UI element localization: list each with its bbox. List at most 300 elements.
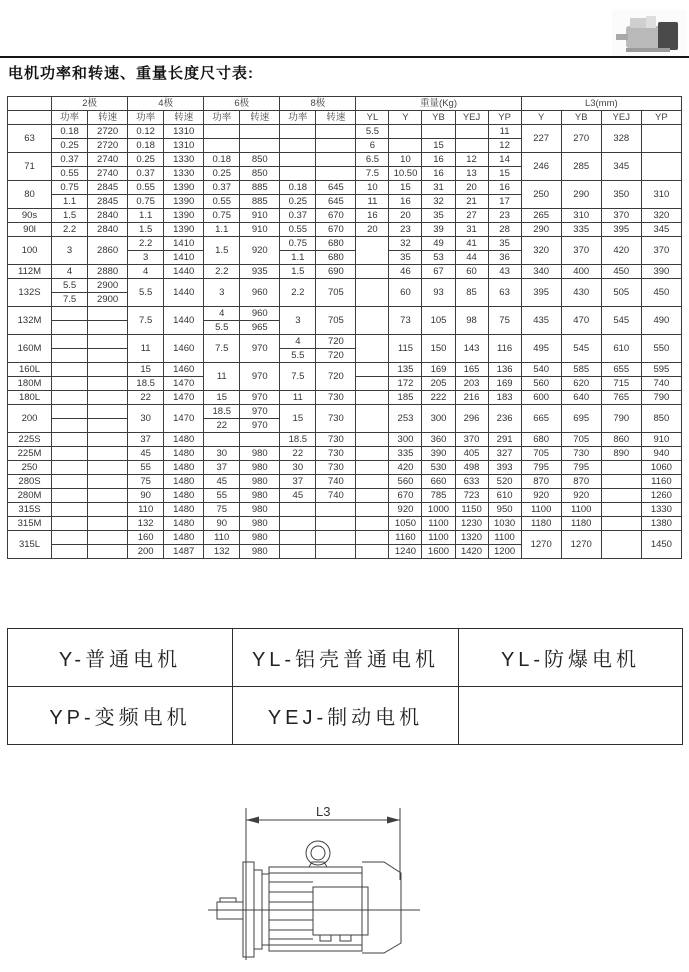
spec-cell: 610	[488, 489, 521, 503]
spec-cell: 1440	[164, 279, 204, 307]
legend-cell: YP-变频电机	[8, 687, 233, 745]
spec-cell: 2.2	[204, 265, 240, 279]
spec-cell: 300	[422, 405, 455, 433]
spec-cell: 595	[641, 363, 681, 377]
spec-cell: 345	[641, 223, 681, 237]
spec-cell: 15	[204, 391, 240, 405]
spec-cell: 1180	[561, 517, 601, 531]
spec-cell: 970	[240, 335, 280, 363]
motor-type-legend-table	[7, 628, 683, 745]
spec-cell	[88, 419, 128, 433]
spec-cell	[280, 545, 316, 559]
spec-cell: 1.1	[204, 223, 240, 237]
spec-cell	[356, 237, 389, 265]
spec-cell	[88, 405, 128, 419]
spec-cell: 680	[521, 433, 561, 447]
spec-cell: 0.55	[52, 167, 88, 181]
spec-cell: 39	[422, 223, 455, 237]
spec-cell: 980	[240, 489, 280, 503]
spec-cell	[88, 517, 128, 531]
motor-spec-table	[7, 96, 682, 559]
spec-cell: 1270	[561, 531, 601, 559]
spec-cell: 5.5	[356, 125, 389, 139]
spec-cell	[422, 125, 455, 139]
eyebolt-ring-inner	[311, 846, 325, 860]
spec-cell	[52, 335, 88, 349]
spec-cell: 30	[128, 405, 164, 433]
spec-cell: 32	[422, 195, 455, 209]
spec-cell	[356, 517, 389, 531]
spec-cell: 5.5	[204, 321, 240, 335]
spec-cell: 18.5	[280, 433, 316, 447]
spec-cell: 965	[240, 321, 280, 335]
spec-cell: 0.55	[128, 181, 164, 195]
spec-cell: 15	[389, 181, 422, 195]
spec-cell: 920	[240, 237, 280, 265]
spec-cell: 205	[422, 377, 455, 391]
spec-cell	[52, 489, 88, 503]
spec-cell	[88, 475, 128, 489]
spec-cell: 320	[641, 209, 681, 223]
spec-cell: 2.2	[128, 237, 164, 251]
spec-cell: 110	[128, 503, 164, 517]
spec-cell: 2720	[88, 139, 128, 153]
spec-cell: 63	[488, 279, 521, 307]
spec-cell: 1.5	[128, 223, 164, 237]
spec-cell: 450	[641, 279, 681, 307]
spec-cell: 370	[601, 209, 641, 223]
spec-cell	[316, 167, 356, 181]
spec-cell	[356, 447, 389, 461]
spec-cell	[52, 475, 88, 489]
spec-cell: 2860	[88, 237, 128, 265]
spec-cell: 720	[316, 335, 356, 349]
spec-cell	[88, 363, 128, 377]
spec-cell	[280, 153, 316, 167]
spec-cell: 35	[422, 209, 455, 223]
spec-row-225M	[8, 447, 682, 461]
spec-cell	[316, 531, 356, 545]
spec-cell: 980	[240, 517, 280, 531]
spec-cell: 960	[240, 307, 280, 321]
spec-cell: 450	[601, 265, 641, 279]
spec-cell: 5.5	[280, 349, 316, 363]
spec-cell	[88, 447, 128, 461]
spec-cell: 15	[128, 363, 164, 377]
spec-cell: 22	[128, 391, 164, 405]
spec-cell: 490	[641, 307, 681, 335]
spec-cell	[88, 503, 128, 517]
spec-cell	[240, 139, 280, 153]
spec-cell: 75	[204, 503, 240, 517]
spec-cell	[280, 517, 316, 531]
spec-cell: 30	[280, 461, 316, 475]
spec-cell: 31	[422, 181, 455, 195]
spec-cell: 660	[422, 475, 455, 489]
spec-cell: 920	[561, 489, 601, 503]
spec-cell	[316, 139, 356, 153]
spec-cell: 0.55	[204, 195, 240, 209]
spec-cell: 315S	[8, 503, 52, 517]
spec-cell: 730	[316, 391, 356, 405]
spec-cell	[356, 433, 389, 447]
spec-row-100	[8, 237, 682, 251]
spec-row-160M	[8, 335, 682, 349]
spec-cell	[356, 475, 389, 489]
spec-cell: 115	[389, 335, 422, 363]
header-group-cell: 4极	[128, 97, 204, 111]
spec-cell: 105	[422, 307, 455, 335]
spec-cell: 132S	[8, 279, 52, 307]
spec-cell: 1380	[641, 517, 681, 531]
spec-cell	[316, 517, 356, 531]
spec-cell: 335	[389, 447, 422, 461]
spec-cell	[88, 349, 128, 363]
spec-cell: 49	[422, 237, 455, 251]
page-title: 电机功率和转速、重量长度尺寸表:	[8, 65, 254, 82]
spec-cell: 1260	[641, 489, 681, 503]
spec-cell: 28	[488, 223, 521, 237]
spec-cell: 10	[389, 153, 422, 167]
spec-cell: 328	[601, 125, 641, 153]
spec-cell: 2845	[88, 181, 128, 195]
spec-cell: 32	[389, 237, 422, 251]
spec-cell: 55	[128, 461, 164, 475]
spec-cell: 950	[488, 503, 521, 517]
spec-cell: 1310	[164, 139, 204, 153]
spec-cell	[52, 433, 88, 447]
spec-cell	[356, 391, 389, 405]
spec-cell: 1480	[164, 531, 204, 545]
spec-cell: 15	[422, 139, 455, 153]
spec-cell: 670	[316, 209, 356, 223]
spec-cell	[356, 405, 389, 433]
spec-cell: 670	[389, 489, 422, 503]
spec-cell: 7.5	[52, 293, 88, 307]
spec-cell: 390	[422, 447, 455, 461]
spec-cell: 35	[488, 237, 521, 251]
spec-cell: 0.18	[204, 153, 240, 167]
spec-cell: 3	[52, 237, 88, 265]
spec-cell: 920	[521, 489, 561, 503]
spec-cell	[88, 321, 128, 335]
spec-cell: 600	[521, 391, 561, 405]
spec-cell: 705	[561, 433, 601, 447]
spec-cell	[280, 503, 316, 517]
spec-row-160L-180M	[8, 363, 682, 377]
spec-cell	[455, 139, 488, 153]
spec-cell: 5.5	[52, 279, 88, 293]
spec-cell	[52, 419, 88, 433]
spec-row-315L	[8, 531, 682, 545]
spec-cell: 4	[204, 307, 240, 321]
spec-cell: 1320	[455, 531, 488, 545]
spec-cell: 850	[240, 167, 280, 181]
spec-cell	[356, 307, 389, 335]
spec-table-header	[8, 97, 682, 125]
spec-cell: 12	[488, 139, 521, 153]
spec-cell: 505	[601, 279, 641, 307]
spec-cell: 16	[356, 209, 389, 223]
spec-cell: 695	[561, 405, 601, 433]
spec-cell: 132	[128, 517, 164, 531]
spec-cell: 13	[455, 167, 488, 181]
spec-cell	[356, 279, 389, 307]
spec-cell: 265	[521, 209, 561, 223]
spec-row-280M	[8, 489, 682, 503]
spec-cell: 350	[601, 181, 641, 209]
spec-cell	[601, 489, 641, 503]
spec-cell: 55	[204, 489, 240, 503]
spec-cell: 222	[422, 391, 455, 405]
spec-cell: 420	[601, 237, 641, 265]
spec-cell	[280, 125, 316, 139]
spec-cell: 7.5	[204, 335, 240, 363]
spec-cell	[389, 125, 422, 139]
spec-cell: 1000	[422, 503, 455, 517]
spec-cell: 0.25	[128, 153, 164, 167]
spec-cell: 0.18	[52, 125, 88, 139]
spec-cell: 1460	[164, 335, 204, 363]
spec-cell: 15	[488, 167, 521, 181]
spec-cell	[88, 335, 128, 349]
spec-cell: 37	[204, 461, 240, 475]
spec-cell: 0.18	[280, 181, 316, 195]
spec-cell: 960	[240, 279, 280, 307]
spec-cell: 4	[128, 265, 164, 279]
spec-cell: 498	[455, 461, 488, 475]
spec-cell: 300	[389, 433, 422, 447]
spec-cell: 860	[601, 433, 641, 447]
spec-cell: 10.50	[389, 167, 422, 181]
spec-cell: 27	[455, 209, 488, 223]
header-group-cell	[8, 97, 52, 111]
spec-cell	[240, 125, 280, 139]
spec-cell: 980	[240, 503, 280, 517]
spec-cell: 296	[455, 405, 488, 433]
spec-cell	[356, 265, 389, 279]
spec-cell: 1470	[164, 405, 204, 433]
spec-cell: 2880	[88, 265, 128, 279]
spec-cell: 390	[641, 265, 681, 279]
spec-cell: 1200	[488, 545, 521, 559]
spec-row-90s	[8, 209, 682, 223]
spec-cell: 340	[521, 265, 561, 279]
spec-cell: 705	[316, 307, 356, 335]
spec-cell: 310	[561, 209, 601, 223]
spec-cell: 395	[601, 223, 641, 237]
spec-cell: 37	[280, 475, 316, 489]
spec-cell	[88, 433, 128, 447]
spec-cell: 345	[601, 153, 641, 181]
spec-cell: 135	[389, 363, 422, 377]
header-subcolumn-cell: YB	[422, 111, 455, 125]
spec-cell: 112M	[8, 265, 52, 279]
spec-cell: 740	[641, 377, 681, 391]
legend-cell: YL-防爆电机	[459, 629, 683, 687]
spec-cell: 740	[316, 475, 356, 489]
spec-cell: 1390	[164, 223, 204, 237]
spec-cell	[88, 545, 128, 559]
spec-cell: 1270	[521, 531, 561, 559]
spec-cell: 20	[356, 223, 389, 237]
header-subcolumn-cell: 转速	[88, 111, 128, 125]
spec-cell	[52, 307, 88, 321]
spec-cell: 11	[204, 363, 240, 391]
spec-cell: 1410	[164, 251, 204, 265]
spec-row-90l	[8, 223, 682, 237]
motor-body	[269, 867, 362, 951]
spec-cell: 30	[204, 447, 240, 461]
spec-cell: 393	[488, 461, 521, 475]
spec-cell: 36	[488, 251, 521, 265]
spec-cell: 6.5	[356, 153, 389, 167]
spec-cell: 730	[316, 461, 356, 475]
spec-cell: 98	[455, 307, 488, 335]
legend-row	[8, 687, 683, 745]
spec-cell: 910	[641, 433, 681, 447]
spec-cell: 23	[488, 209, 521, 223]
spec-cell: 250	[521, 181, 561, 209]
spec-cell: 0.25	[204, 167, 240, 181]
spec-cell	[52, 531, 88, 545]
spec-cell: 680	[316, 251, 356, 265]
spec-cell	[88, 461, 128, 475]
spec-cell: 0.25	[52, 139, 88, 153]
spec-cell: 1480	[164, 489, 204, 503]
header-group-cell: L3(mm)	[521, 97, 681, 111]
spec-cell: 7.5	[128, 307, 164, 335]
spec-cell: 1470	[164, 377, 204, 391]
legend-cell	[459, 687, 683, 745]
eyebolt-ring-icon	[306, 841, 330, 865]
spec-cell: 0.37	[280, 209, 316, 223]
spec-cell: 400	[561, 265, 601, 279]
spec-cell: 3	[128, 251, 164, 265]
spec-cell	[52, 503, 88, 517]
spec-cell: 1160	[389, 531, 422, 545]
spec-cell	[356, 363, 389, 377]
spec-cell: 16	[488, 181, 521, 195]
spec-cell: 1390	[164, 209, 204, 223]
spec-cell: 225M	[8, 447, 52, 461]
legend-cell: Y-普通电机	[8, 629, 233, 687]
header-subcolumn-cell: Y	[389, 111, 422, 125]
spec-cell: 1330	[641, 503, 681, 517]
spec-cell: 53	[422, 251, 455, 265]
shaft-key	[220, 898, 236, 902]
spec-cell: 670	[316, 223, 356, 237]
spec-cell	[52, 377, 88, 391]
spec-cell: 885	[240, 181, 280, 195]
spec-cell	[356, 503, 389, 517]
spec-cell: 545	[601, 307, 641, 335]
spec-cell: 285	[561, 153, 601, 181]
spec-cell: 1.1	[52, 195, 88, 209]
spec-cell: 216	[455, 391, 488, 405]
terminal-foot-left	[320, 935, 331, 941]
spec-cell: 1160	[641, 475, 681, 489]
spec-cell: 370	[455, 433, 488, 447]
spec-cell: 970	[240, 419, 280, 433]
spec-cell: 2900	[88, 293, 128, 307]
spec-cell: 980	[240, 447, 280, 461]
spec-row-250	[8, 461, 682, 475]
spec-cell: 720	[316, 363, 356, 391]
spec-cell: 11	[356, 195, 389, 209]
legend-table-body	[8, 629, 683, 745]
spec-cell: 765	[601, 391, 641, 405]
spec-cell	[316, 545, 356, 559]
spec-cell: 1480	[164, 447, 204, 461]
header-subcolumn-cell: YL	[356, 111, 389, 125]
spec-cell: 169	[422, 363, 455, 377]
spec-cell: 690	[316, 265, 356, 279]
spec-cell	[316, 153, 356, 167]
spec-cell: 7.5	[356, 167, 389, 181]
top-divider	[0, 56, 689, 58]
spec-cell: 2840	[88, 223, 128, 237]
spec-row-280S	[8, 475, 682, 489]
spec-cell: 870	[561, 475, 601, 489]
spec-cell: 45	[204, 475, 240, 489]
spec-cell	[88, 531, 128, 545]
dimension-label: L3	[316, 804, 331, 819]
spec-cell	[641, 153, 681, 181]
spec-cell: 405	[455, 447, 488, 461]
header-subcolumn-cell: 功率	[52, 111, 88, 125]
spec-cell: 183	[488, 391, 521, 405]
spec-cell: 45	[128, 447, 164, 461]
spec-cell: 0.75	[280, 237, 316, 251]
spec-cell: 18.5	[128, 377, 164, 391]
header-group-cell: 6极	[204, 97, 280, 111]
spec-cell: 560	[389, 475, 422, 489]
spec-cell: 395	[521, 279, 561, 307]
spec-cell: 850	[641, 405, 681, 433]
spec-cell: 73	[389, 307, 422, 335]
spec-cell: 2.2	[52, 223, 88, 237]
spec-row-315S	[8, 503, 682, 517]
spec-cell	[356, 461, 389, 475]
spec-cell	[88, 391, 128, 405]
spec-row-315M	[8, 517, 682, 531]
spec-cell: 720	[316, 349, 356, 363]
spec-cell: 370	[561, 237, 601, 265]
spec-cell: 44	[455, 251, 488, 265]
spec-cell: 2900	[88, 279, 128, 293]
spec-cell: 1410	[164, 237, 204, 251]
spec-cell	[52, 461, 88, 475]
spec-cell: 970	[240, 405, 280, 419]
spec-cell: 85	[455, 279, 488, 307]
header-subcolumn-cell: 转速	[240, 111, 280, 125]
spec-cell: 2720	[88, 125, 128, 139]
spec-row-180L	[8, 391, 682, 405]
spec-cell: 71	[8, 153, 52, 181]
spec-cell: 22	[204, 419, 240, 433]
spec-cell: 1100	[561, 503, 601, 517]
header-subcolumn-cell: YEJ	[455, 111, 488, 125]
spec-cell: 545	[561, 335, 601, 363]
spec-cell: 320	[521, 237, 561, 265]
spec-cell: 4	[280, 335, 316, 349]
spec-cell: 1420	[455, 545, 488, 559]
spec-cell: 280M	[8, 489, 52, 503]
spec-cell: 60	[455, 265, 488, 279]
left-arrowhead-icon	[246, 817, 259, 824]
header-subcolumn-cell: YB	[561, 111, 601, 125]
